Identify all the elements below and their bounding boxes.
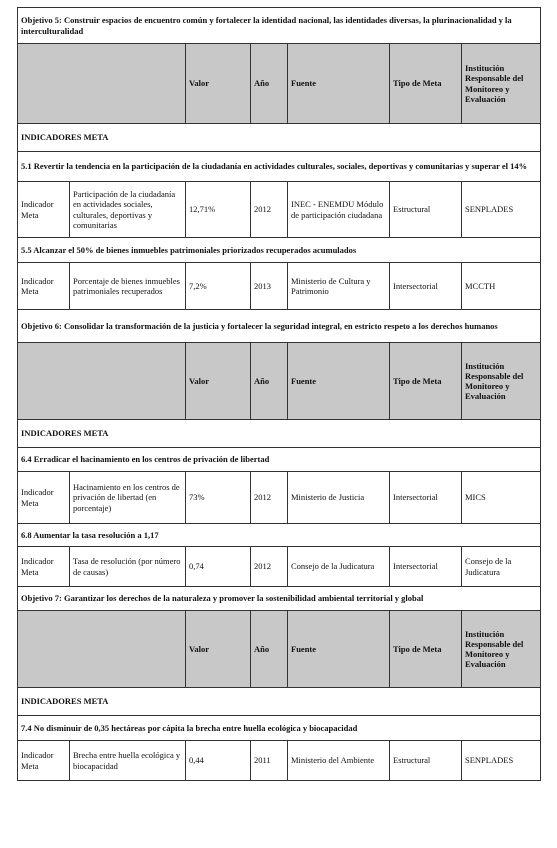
header-anio: Año — [251, 343, 288, 420]
header-empty-cell — [18, 611, 186, 688]
header-institucion: Institución Responsable del Monitoreo y Evaluación — [462, 343, 541, 420]
indicadores-row — [18, 124, 541, 152]
row-fuente: Consejo de la Judicatura — [288, 547, 390, 587]
row-tipo: Intersectorial — [390, 472, 462, 524]
row-institucion: SENPLADES — [462, 741, 541, 781]
goal-title: 6.8 Aumentar la tasa resolución a 1,17 — [18, 524, 541, 547]
row-label: Indicador Meta — [18, 741, 70, 781]
row-valor: 0,74 — [186, 547, 251, 587]
goal-row — [18, 524, 541, 547]
row-label: Indicador Meta — [18, 182, 70, 238]
goal-title: 5.1 Revertir la tendencia en la participación de la ciudadanía en actividades culturales, sociales, deportivas y comunitarias y superar el 14% — [18, 152, 541, 182]
goal-row — [18, 152, 541, 182]
row-fuente: Ministerio de Justicia — [288, 472, 390, 524]
header-valor: Valor — [186, 44, 251, 124]
header-anio: Año — [251, 44, 288, 124]
header-fuente: Fuente — [288, 611, 390, 688]
objective-row — [18, 587, 541, 611]
row-tipo: Intersectorial — [390, 263, 462, 310]
row-institucion: MCCTH — [462, 263, 541, 310]
goal-row — [18, 448, 541, 472]
table-row — [18, 472, 541, 524]
header-tipo: Tipo de Meta — [390, 44, 462, 124]
row-anio: 2013 — [251, 263, 288, 310]
row-valor: 12,71% — [186, 182, 251, 238]
objective-title: Objetivo 5: Construir espacios de encuentro común y fortalecer la identidad nacional, las identidades diversas, la plurinacionalidad y la interculturalidad — [18, 8, 541, 44]
row-fuente: INEC - ENEMDU Módulo de participación ciudadana — [288, 182, 390, 238]
header-empty-cell — [18, 44, 186, 124]
header-fuente: Fuente — [288, 343, 390, 420]
row-name: Tasa de resolución (por número de causas) — [70, 547, 186, 587]
indicadores-row — [18, 688, 541, 716]
header-row — [18, 44, 541, 124]
row-tipo: Estructural — [390, 182, 462, 238]
row-label: Indicador Meta — [18, 472, 70, 524]
table-row — [18, 182, 541, 238]
goal-title: 5.5 Alcanzar el 50% de bienes inmuebles patrimoniales priorizados recuperados acumulados — [18, 238, 541, 263]
objective-row — [18, 310, 541, 343]
row-label: Indicador Meta — [18, 263, 70, 310]
row-name: Porcentaje de bienes inmuebles patrimoniales recuperados — [70, 263, 186, 310]
row-valor: 7,2% — [186, 263, 251, 310]
header-tipo: Tipo de Meta — [390, 611, 462, 688]
indicadores-label: INDICADORES META — [18, 420, 541, 448]
header-tipo: Tipo de Meta — [390, 343, 462, 420]
goal-title: 6.4 Erradicar el hacinamiento en los centros de privación de libertad — [18, 448, 541, 472]
header-fuente: Fuente — [288, 44, 390, 124]
objective-title: Objetivo 6: Consolidar la transformación de la justicia y fortalecer la seguridad integral, en estricto respeto a los derechos humanos — [18, 310, 541, 343]
row-name: Brecha entre huella ecológica y biocapacidad — [70, 741, 186, 781]
row-valor: 73% — [186, 472, 251, 524]
header-institucion: Institución Responsable del Monitoreo y Evaluación — [462, 44, 541, 124]
objective-title: Objetivo 7: Garantizar los derechos de la naturaleza y promover la sostenibilidad ambiental territorial y global — [18, 587, 541, 611]
indicadores-row — [18, 420, 541, 448]
row-name: Participación de la ciudadanía en actividades sociales, culturales, deportivas y comunitarias — [70, 182, 186, 238]
table-row — [18, 547, 541, 587]
row-institucion: Consejo de la Judicatura — [462, 547, 541, 587]
row-tipo: Estructural — [390, 741, 462, 781]
indicadores-label: INDICADORES META — [18, 688, 541, 716]
header-row — [18, 611, 541, 688]
header-row — [18, 343, 541, 420]
row-institucion: SENPLADES — [462, 182, 541, 238]
row-name: Hacinamiento en los centros de privación de libertad (en porcentaje) — [70, 472, 186, 524]
row-institucion: MICS — [462, 472, 541, 524]
row-tipo: Intersectorial — [390, 547, 462, 587]
header-valor: Valor — [186, 343, 251, 420]
row-anio: 2012 — [251, 547, 288, 587]
indicators-table — [17, 7, 541, 781]
goal-row — [18, 716, 541, 741]
goal-row — [18, 238, 541, 263]
goal-title: 7.4 No disminuir de 0,35 hectáreas por cápita la brecha entre huella ecológica y biocapacidad — [18, 716, 541, 741]
row-fuente: Ministerio de Cultura y Patrimonio — [288, 263, 390, 310]
header-valor: Valor — [186, 611, 251, 688]
row-anio: 2012 — [251, 472, 288, 524]
table-row — [18, 263, 541, 310]
indicadores-label: INDICADORES META — [18, 124, 541, 152]
header-institucion: Institución Responsable del Monitoreo y Evaluación — [462, 611, 541, 688]
objective-row — [18, 8, 541, 44]
row-fuente: Ministerio del Ambiente — [288, 741, 390, 781]
row-valor: 0,44 — [186, 741, 251, 781]
header-empty-cell — [18, 343, 186, 420]
header-anio: Año — [251, 611, 288, 688]
table-row — [18, 741, 541, 781]
row-anio: 2011 — [251, 741, 288, 781]
row-label: Indicador Meta — [18, 547, 70, 587]
row-anio: 2012 — [251, 182, 288, 238]
